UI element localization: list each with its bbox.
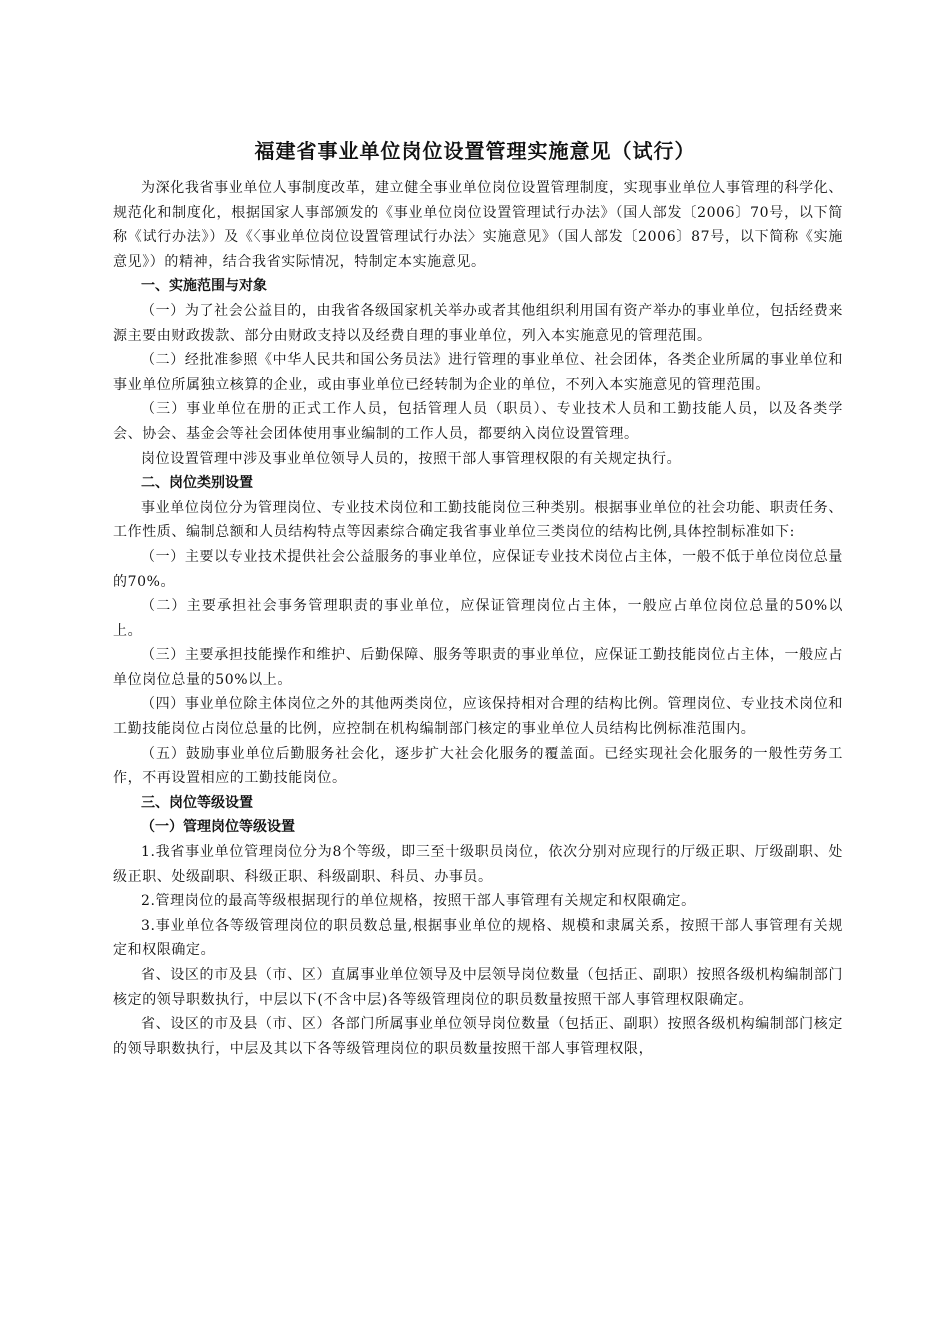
body-paragraph: （二）经批准参照《中华人民共和国公务员法》进行管理的事业单位、社会团体，各类企业所属的事业单位和事业单位所属独立核算的企业，或由事业单位已经转制为企业的单位，不列入本实施意见的管理范围。 xyxy=(113,352,843,393)
body-paragraph: 2.管理岗位的最高等级根据现行的单位规格，按照干部人事管理有关规定和权限确定。 xyxy=(141,893,696,910)
body-paragraph: （三）事业单位在册的正式工作人员，包括管理人员（职员）、专业技术人员和工勤技能人员，以及各类学会、协会、基金会等社会团体使用事业编制的工作人员，都要纳入岗位设置管理。 xyxy=(113,401,843,442)
body-paragraph: 为深化我省事业单位人事制度改革，建立健全事业单位岗位设置管理制度，实现事业单位人事管理的科学化、规范化和制度化，根据国家人事部颁发的《事业单位岗位设置管理试行办法》（国人部发〔2006〕70号，以下简称《试行办法》）及《〈事业单位岗位设置管理试行办法〉实施意见》（国人部发〔2006〕87号，以下简称《实施意见》）的精神，结合我省实际情况，特制定本实施意见。 xyxy=(113,180,843,270)
body-paragraph: （五）鼓励事业单位后勤服务社会化，逐步扩大社会化服务的覆盖面。已经实现社会化服务的一般性劳务工作，不再设置相应的工勤技能岗位。 xyxy=(113,745,843,787)
body-paragraph: （二）主要承担社会事务管理职责的事业单位，应保证管理岗位占主体，一般应占单位岗位总量的50%以上。 xyxy=(113,598,843,639)
body-paragraph: 事业单位岗位分为管理岗位、专业技术岗位和工勤技能岗位三种类别。根据事业单位的社会功能、职责任务、工作性质、编制总额和人员结构特点等因素综合确定我省事业单位三类岗位的结构比例,具体控制标准如下: xyxy=(113,499,843,541)
body-paragraph: 岗位设置管理中涉及事业单位领导人员的，按照干部人事管理权限的有关规定执行。 xyxy=(141,450,682,467)
body-paragraph: 省、设区的市及县（市、区）直属事业单位领导及中层领导岗位数量（包括正、副职）按照各级机构编制部门核定的领导职数执行，中层以下(不含中层)各等级管理岗位的职员数量按照干部人事管理权限确定。 xyxy=(113,967,843,1008)
section-heading: 一、实施范围与对象 xyxy=(141,278,267,295)
section-heading: （一）管理岗位等级设置 xyxy=(141,819,295,836)
section-heading: 三、岗位等级设置 xyxy=(141,794,253,811)
body-paragraph: 3.事业单位各等级管理岗位的职员数总量,根据事业单位的规格、规模和隶属关系，按照干部人事管理有关规定和权限确定。 xyxy=(113,917,843,959)
document-title: 福建省事业单位岗位设置管理实施意见（试行） xyxy=(254,139,696,163)
body-paragraph: 省、设区的市及县（市、区）各部门所属事业单位领导岗位数量（包括正、副职）按照各级机构编制部门核定的领导职数执行，中层及其以下各等级管理岗位的职员数量按照干部人事管理权限， xyxy=(113,1016,843,1057)
body-paragraph: （一）主要以专业技术提供社会公益服务的事业单位，应保证专业技术岗位占主体，一般不低于单位岗位总量的70%。 xyxy=(113,548,843,590)
body-paragraph: （四）事业单位除主体岗位之外的其他两类岗位，应该保持相对合理的结构比例。管理岗位、专业技术岗位和工勤技能岗位占岗位总量的比例，应控制在机构编制部门核定的事业单位人员结构比例标准范围内。 xyxy=(113,696,843,738)
body-paragraph: 1.我省事业单位管理岗位分为8个等级，即三至十级职员岗位，依次分别对应现行的厅级正职、厅级副职、处级正职、处级副职、科级正职、科级副职、科员、办事员。 xyxy=(113,844,843,885)
body-paragraph: （三）主要承担技能操作和维护、后勤保障、服务等职责的事业单位，应保证工勤技能岗位占主体，一般应占单位岗位总量的50%以上。 xyxy=(113,647,843,688)
section-heading: 二、岗位类别设置 xyxy=(141,475,253,492)
document-body xyxy=(113,176,843,1061)
body-paragraph: （一）为了社会公益目的，由我省各级国家机关举办或者其他组织利用国有资产举办的事业单位，包括经费来源主要由财政拨款、部分由财政支持以及经费自理的事业单位，列入本实施意见的管理范围。 xyxy=(113,302,843,344)
